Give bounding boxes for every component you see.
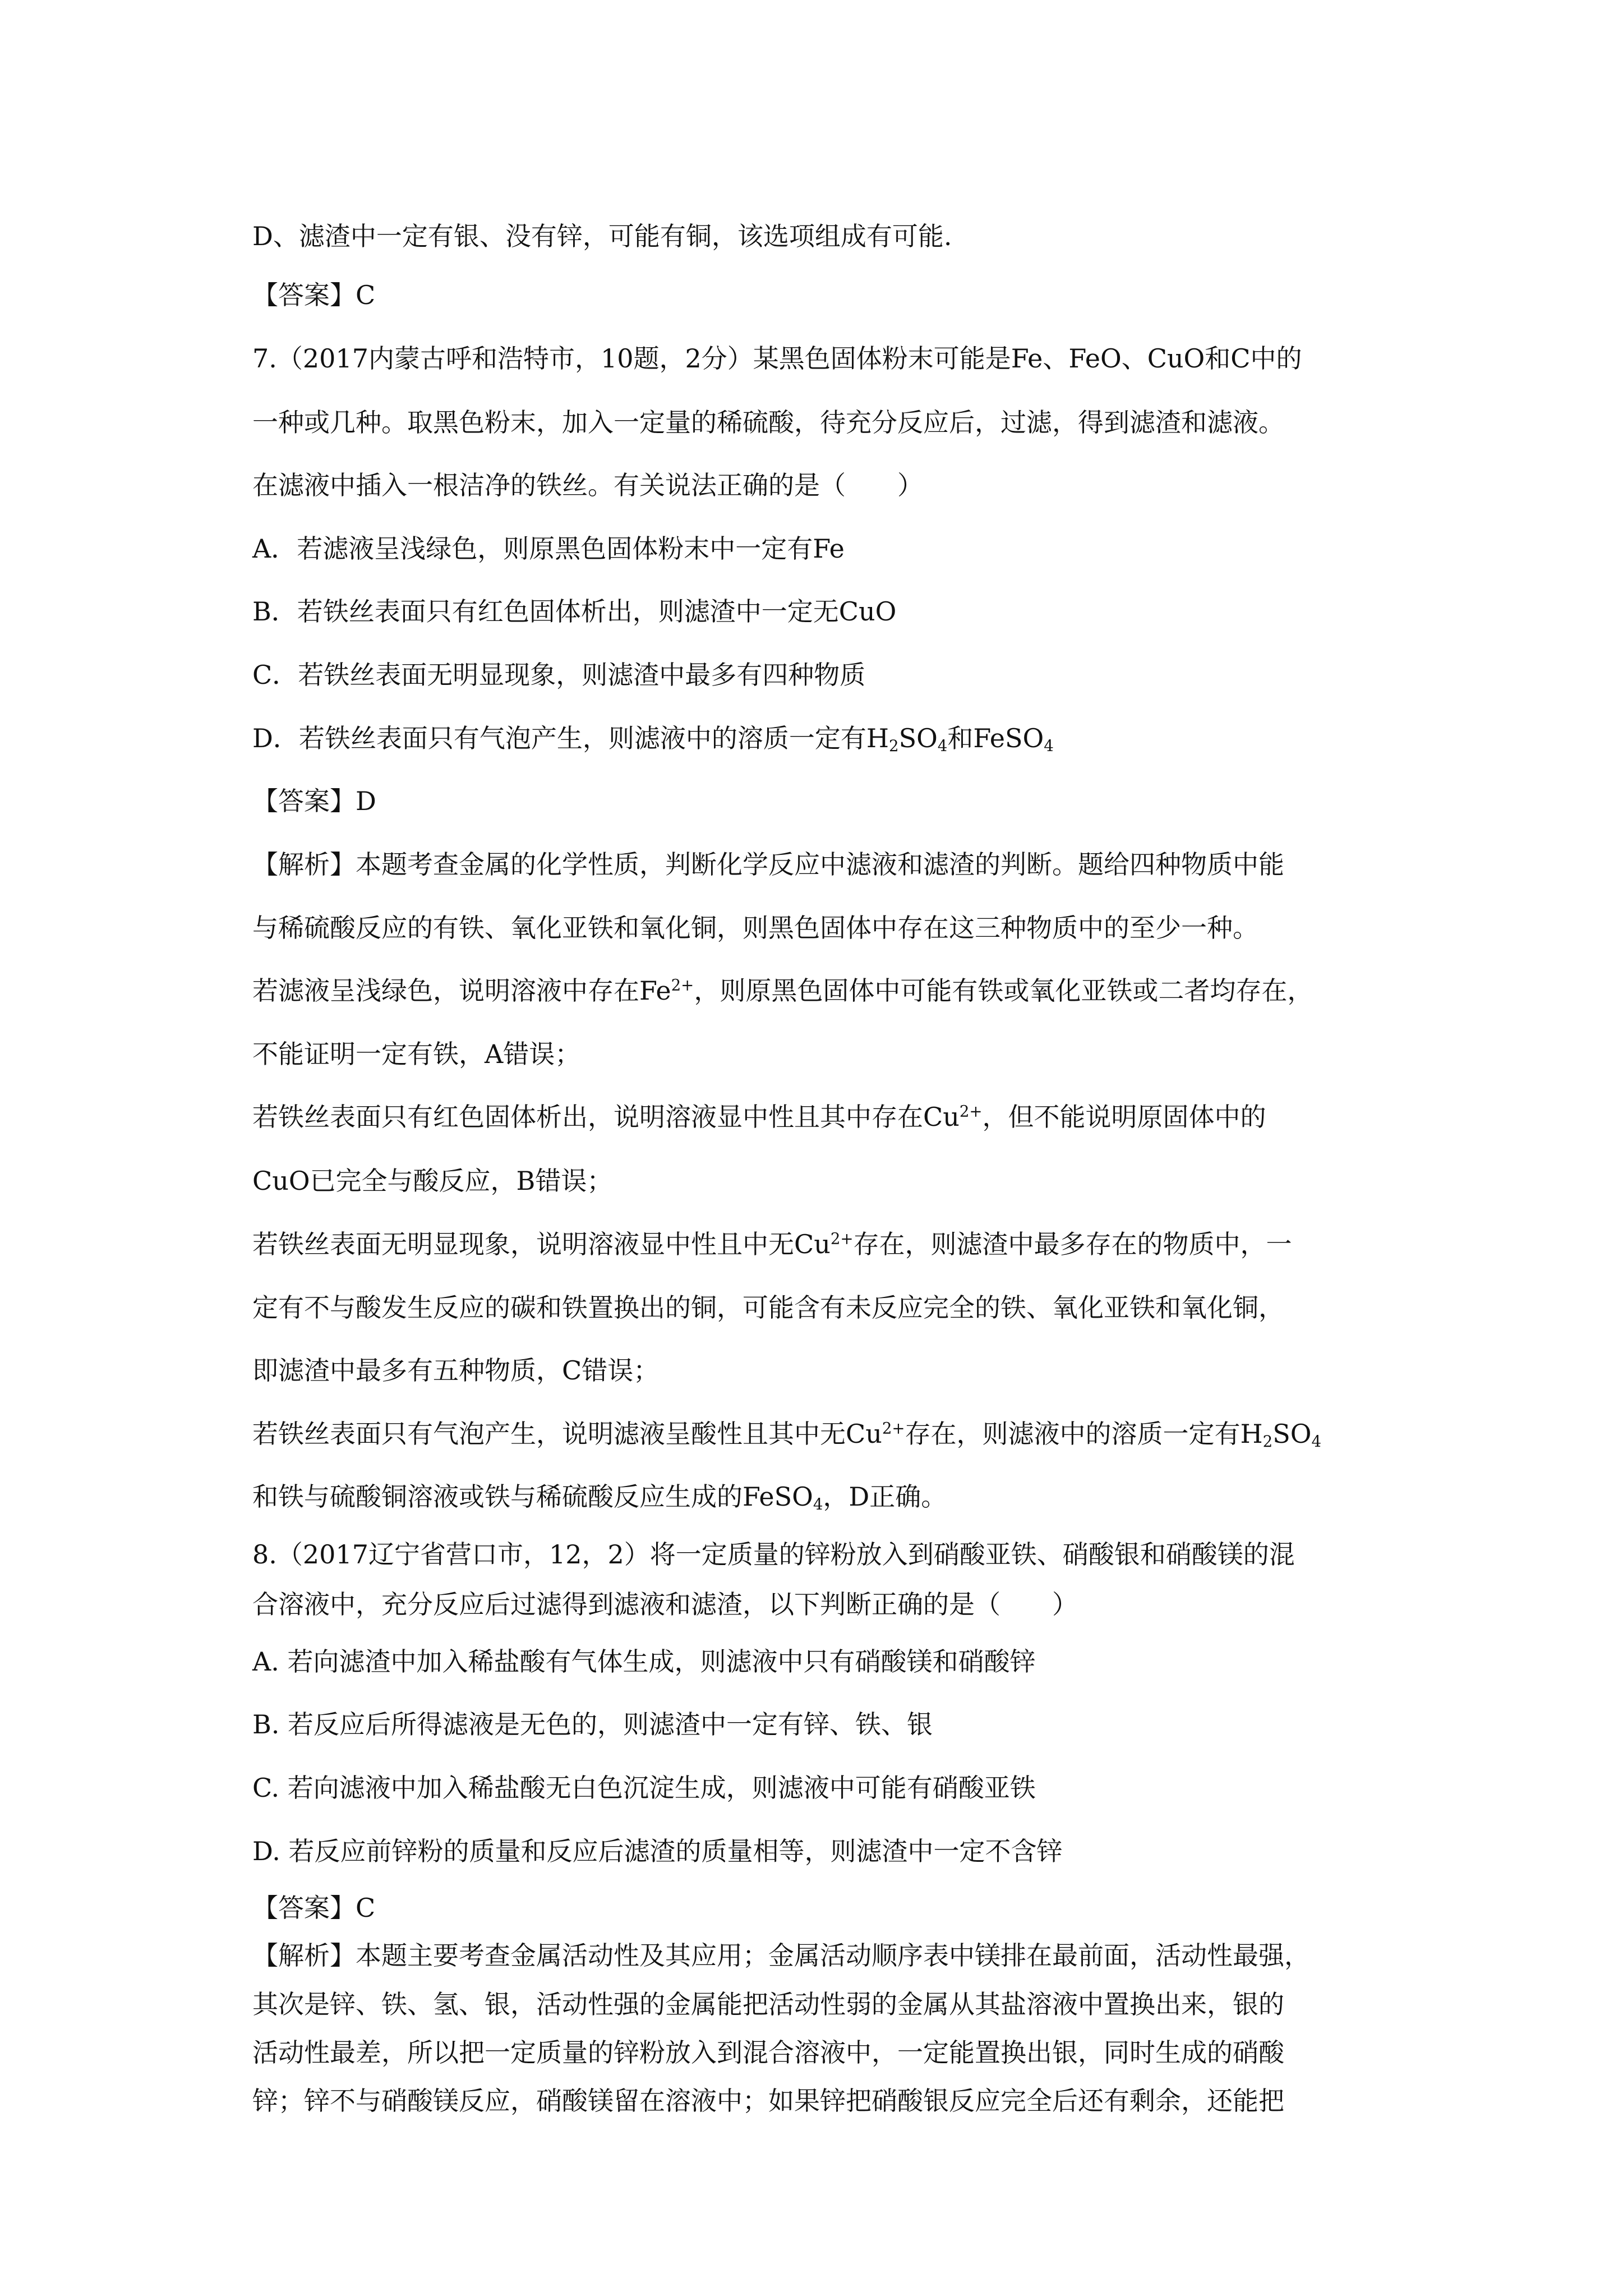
analysis-q7-line-1: 【解析】本题考查金属的化学性质，判断化学反应中滤液和滤渣的判断。题给四种物质中能	[252, 849, 1284, 880]
analysis-q7-line-7: 若铁丝表面无明显现象，说明溶液显中性且中无$Cu^{2+}$存在，则滤渣中最多存在的物质中，一	[252, 1229, 1292, 1259]
analysis-q7-line-8: 定有不与酸发生反应的碳和铁置换出的铜，可能含有未反应完全的铁、氧化亚铁和氧化铜，	[252, 1292, 1284, 1323]
analysis-q7-line-4: 不能证明一定有铁，A错误；	[252, 1039, 581, 1069]
analysis-q7-line-6: CuO已完全与酸反应，B错误；	[252, 1166, 613, 1196]
analysis-q7-line-10: 若铁丝表面只有气泡产生，说明滤液呈酸性且其中无$Cu^{2+}$存在，则滤液中的溶质一定有$H_2SO_4$	[252, 1419, 1321, 1451]
answer-label-q8: 【答案】C	[252, 1893, 376, 1923]
question-7-option-d: D．若铁丝表面只有气泡产生，则滤液中的溶质一定有$H_2SO_4$和FeSO$_4$	[252, 723, 1054, 755]
question-7-option-c: C．若铁丝表面无明显现象，则滤渣中最多有四种物质	[252, 660, 866, 690]
analysis-q8-line-3: 活动性最差，所以把一定质量的锌粉放入到混合溶液中，一定能置换出银，同时生成的硝酸	[252, 2037, 1284, 2068]
question-7-stem-line-2: 一种或几种。取黑色粉末，加入一定量的稀硫酸，待充分反应后，过滤，得到滤渣和滤液。	[252, 407, 1284, 438]
question-8-option-d: D. 若反应前锌粉的质量和反应后滤渣的质量相等，则滤渣中一定不含锌	[252, 1836, 1063, 1866]
analysis-q7-line-5: 若铁丝表面只有红色固体析出，说明溶液显中性且其中存在$Cu^{2+}$，但不能说明原固体中的	[252, 1102, 1266, 1132]
answer-label-q6: 【答案】C	[252, 280, 376, 310]
question-7-option-b: B．若铁丝表面只有红色固体析出，则滤渣中一定无CuO	[252, 596, 897, 627]
question-8-stem-line-1: 8.（2017辽宁省营口市，12，2）将一定质量的锌粉放入到硝酸亚铁、硝酸银和硝酸镁的混	[252, 1539, 1295, 1570]
analysis-q8-line-2: 其次是锌、铁、氢、银，活动性强的金属能把活动性弱的金属从其盐溶液中置换出来，银的	[252, 1989, 1284, 2019]
analysis-q7-line-2: 与稀硫酸反应的有铁、氧化亚铁和氧化铜，则黑色固体中存在这三种物质中的至少一种。	[252, 913, 1258, 943]
question-8-option-c: C. 若向滤液中加入稀盐酸无白色沉淀生成，则滤液中可能有硝酸亚铁	[252, 1773, 1036, 1803]
analysis-q7-line-11: 和铁与硫酸铜溶液或铁与稀硫酸反应生成的FeSO$_4$，D正确。	[252, 1481, 947, 1513]
analysis-q8-line-4: 锌；锌不与硝酸镁反应，硝酸镁留在溶液中；如果锌把硝酸银反应完全后还有剩余，还能把	[252, 2086, 1284, 2116]
question-8-option-a: A. 若向滤渣中加入稀盐酸有气体生成，则滤液中只有硝酸镁和硝酸锌	[252, 1646, 1036, 1677]
question-8-stem-line-2: 合溶液中，充分反应后过滤得到滤液和滤渣，以下判断正确的是（ ）	[252, 1589, 1078, 1619]
question-7-stem-line-3: 在滤液中插入一根洁净的铁丝。有关说法正确的是（ ）	[252, 470, 923, 500]
option-d-explanation-q6: D、滤渣中一定有银、没有锌，可能有铜，该选项组成有可能.	[252, 221, 952, 251]
analysis-q8-line-1: 【解析】本题主要考查金属活动性及其应用；金属活动顺序表中镁排在最前面，活动性最强，	[252, 1940, 1310, 1971]
question-8-option-b: B. 若反应后所得滤液是无色的，则滤渣中一定有锌、铁、银	[252, 1709, 933, 1740]
question-7-option-a: A．若滤液呈浅绿色，则原黑色固体粉末中一定有Fe	[252, 533, 845, 564]
analysis-q7-line-3: 若滤液呈浅绿色，说明溶液中存在$Fe^{2+}$，则原黑色固体中可能有铁或氧化亚铁或二者均存在，	[252, 976, 1313, 1006]
answer-label-q7: 【答案】D	[252, 786, 376, 816]
question-7-stem-line-1: 7.（2017内蒙古呼和浩特市，10题，2分）某黑色固体粉末可能是Fe、FeO、CuO和C中的	[252, 343, 1302, 374]
analysis-q7-line-9: 即滤渣中最多有五种物质，C错误；	[252, 1355, 660, 1386]
